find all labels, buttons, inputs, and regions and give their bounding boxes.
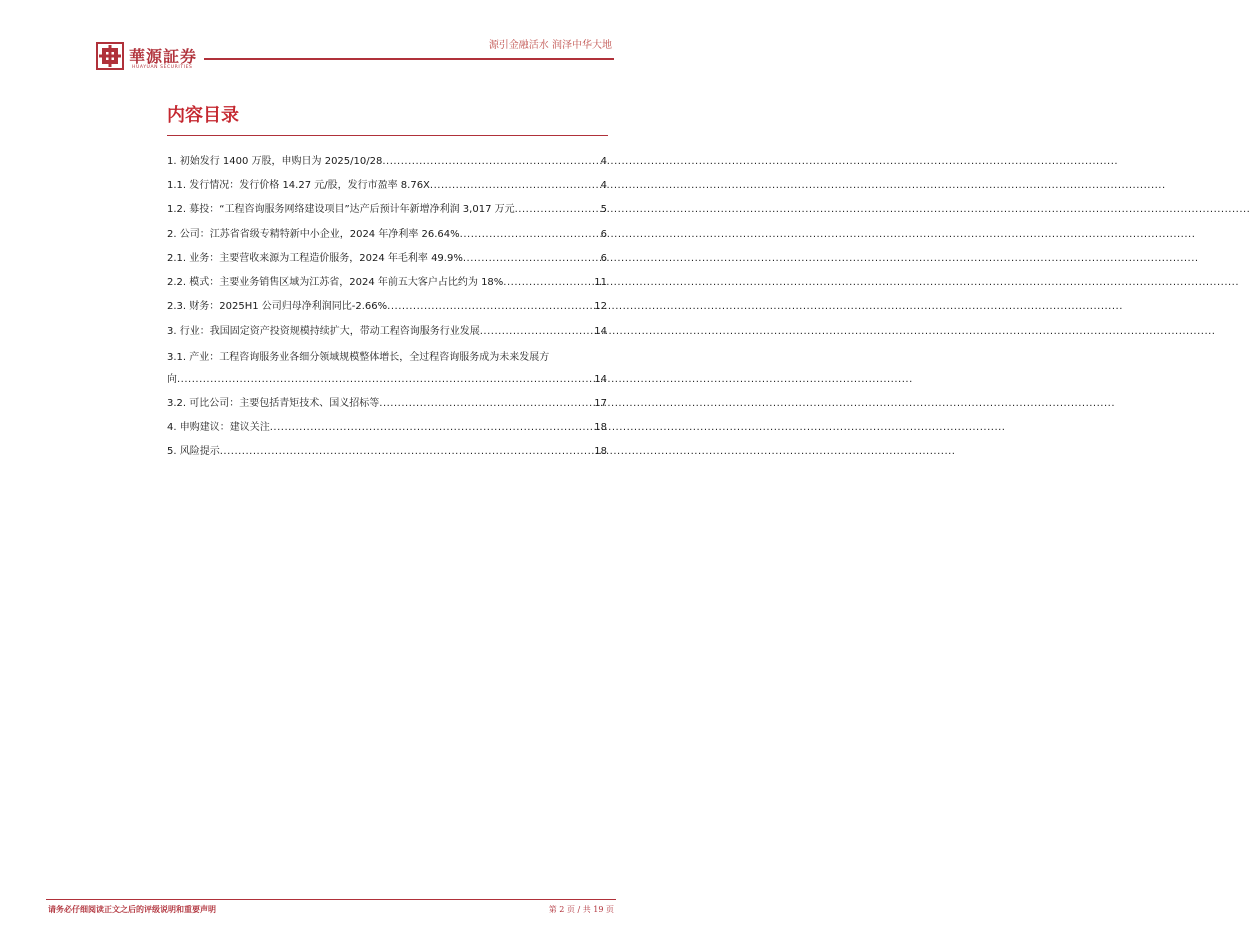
toc-entry[interactable] [167, 176, 607, 196]
toc-entry-page[interactable]: 4 [600, 180, 607, 191]
toc-entry[interactable] [167, 418, 607, 438]
toc-entry[interactable] [167, 297, 607, 317]
footer-divider [46, 899, 616, 900]
footer-disclaimer: 请务必仔细阅读正文之后的评级说明和重要声明 [48, 905, 216, 914]
toc-entry[interactable] [167, 249, 607, 269]
toc-entry-text[interactable]: 1.1. 发行情况：发行价格 14.27 元/股，发行市盈率 8.76X [167, 180, 430, 191]
toc-entry-page[interactable]: 11 [594, 277, 607, 288]
toc-entry[interactable] [167, 348, 607, 368]
toc-entry[interactable] [167, 394, 607, 414]
toc-title: 内容目录 [167, 105, 239, 126]
toc-entry-text-continued[interactable]: 向 [167, 374, 177, 385]
toc-entry-text[interactable]: 2.1. 业务：主要营收来源为工程造价服务，2024 年毛利率 49.9% [167, 253, 463, 264]
logo-subtext: HUAYUAN SECURITIES [132, 65, 193, 70]
header-divider [204, 58, 614, 60]
toc-entry-page[interactable]: 6 [600, 229, 607, 240]
toc-entry-text[interactable]: 4. 申购建议：建议关注 [167, 422, 270, 433]
toc-entry-text[interactable]: 3.1. 产业：工程咨询服务业各细分领域规模整体增长，全过程咨询服务成为未来发展方 [167, 352, 550, 363]
toc-entry-text[interactable]: 2.2. 模式：主要业务销售区域为江苏省，2024 年前五大客户占比约为 18% [167, 277, 504, 288]
toc-entry-text[interactable]: 3. 行业：我国固定资产投资规模持续扩大，带动工程咨询服务行业发展 [167, 326, 480, 337]
company-logo [96, 40, 214, 76]
toc-entry[interactable] [167, 322, 607, 342]
toc-entry[interactable] [167, 225, 607, 245]
toc-entry-text[interactable]: 3.2. 可比公司：主要包括青矩技术、国义招标等 [167, 398, 380, 409]
toc-entry-page[interactable]: 14 [594, 326, 607, 337]
toc-entry[interactable] [167, 200, 607, 220]
toc-entry-text[interactable]: 1.2. 募投：“工程咨询服务网络建设项目”达产后预计年新增净利润 3,017 万元 [167, 204, 515, 215]
toc-entry-text[interactable]: 5. 风险提示 [167, 446, 220, 457]
toc-entry-page[interactable]: 12 [594, 301, 607, 312]
logo-text: 華源証券 [129, 47, 198, 66]
toc-entry-text[interactable]: 2. 公司：江苏省省级专精特新中小企业，2024 年净利率 26.64% [167, 229, 460, 240]
logo-emblem-icon [96, 42, 124, 70]
toc-entry-page[interactable]: 14 [594, 374, 607, 385]
toc-entry-page[interactable]: 18 [594, 446, 607, 457]
toc-entry-text[interactable]: 1. 初始发行 1400 万股，申购日为 2025/10/28 [167, 156, 383, 167]
header-slogan: 源引金融活水 润泽中华大地 [488, 40, 612, 51]
toc-entry[interactable] [167, 442, 607, 462]
toc-entry-page[interactable]: 5 [600, 204, 607, 215]
toc-entry-text[interactable]: 2.3. 财务：2025H1 公司归母净利润同比-2.66% [167, 301, 388, 312]
toc-entry[interactable] [167, 152, 607, 172]
toc-entry-page[interactable]: 6 [600, 253, 607, 264]
toc-title-divider [167, 135, 608, 136]
toc-entry-page[interactable]: 17 [594, 398, 607, 409]
toc-entry-continued[interactable] [167, 370, 607, 390]
page-number: 第 2 页 / 共 19 页 [548, 905, 614, 914]
toc-entry-page[interactable]: 18 [594, 422, 607, 433]
toc-entry-page[interactable]: 4 [600, 156, 607, 167]
toc-entry[interactable] [167, 273, 607, 293]
